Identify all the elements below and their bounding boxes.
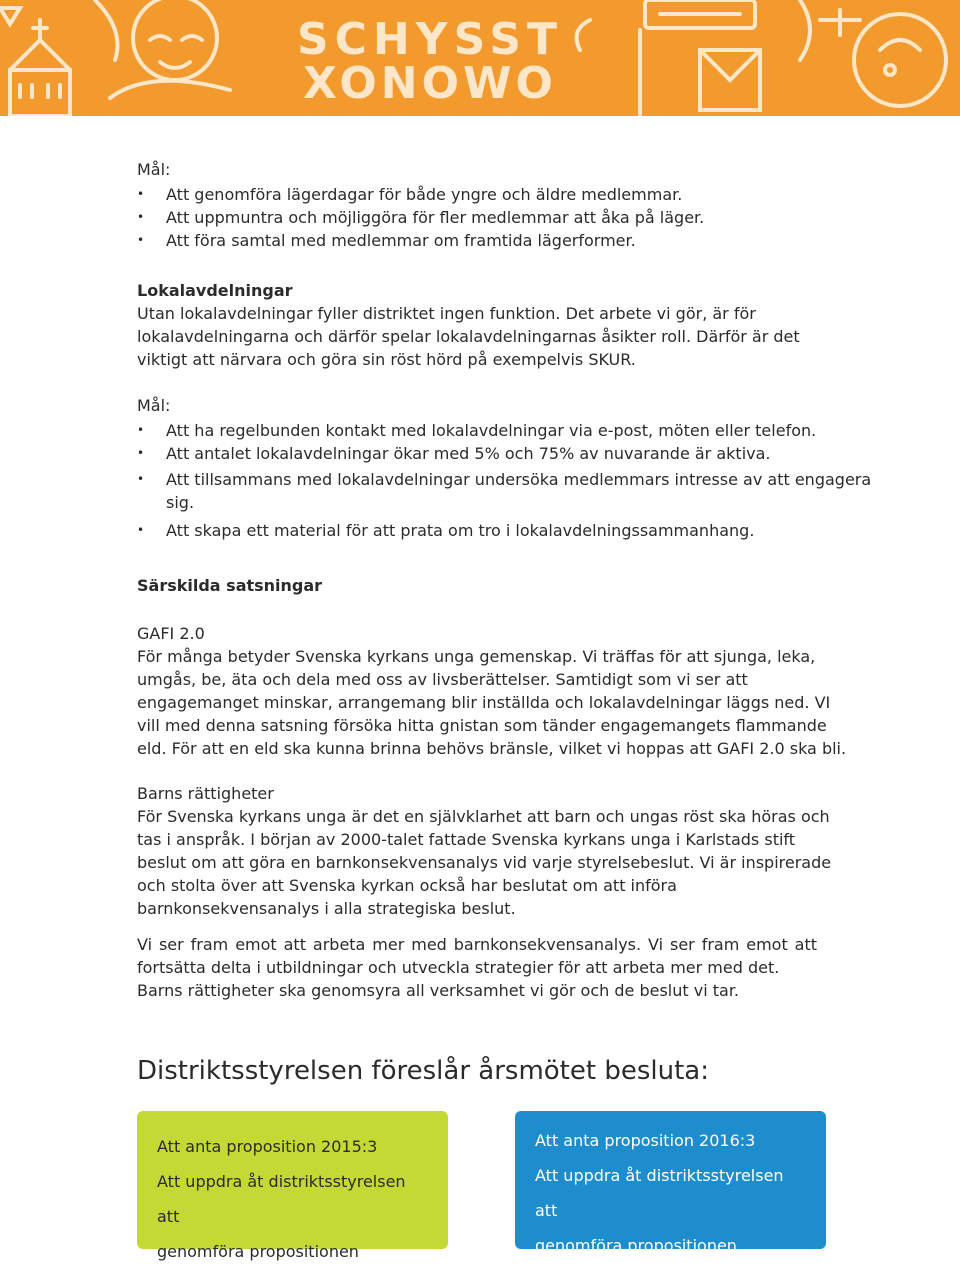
- list-item: • Att tillsammans med lokalavdelningar undersöka medlemmars intresse av att engagera sig.: [137, 468, 897, 514]
- goals-label: Mål:: [137, 160, 171, 179]
- decision-section: [137, 1055, 897, 1087]
- section-heading: Lokalavdelningar: [137, 281, 293, 300]
- logo-wordmark-bottom: XONOWO: [303, 58, 557, 109]
- list-item: • Att uppmuntra och möjliggöra för fler medlemmar att åka på läger.: [137, 206, 877, 229]
- header-banner: [0, 0, 960, 116]
- card-line: Att anta proposition 2016:3: [535, 1131, 756, 1150]
- list-item: • Att föra samtal med medlemmar om framtida lägerformer.: [137, 229, 877, 252]
- section-heading: Särskilda satsningar: [137, 576, 323, 595]
- goals-label: Mål:: [137, 396, 171, 415]
- goals-section-1: [137, 158, 877, 252]
- card-line: genomföra propositionen: [157, 1242, 359, 1261]
- logo-wordmark-top: SCHYSST: [296, 14, 564, 65]
- goals-list: [137, 183, 877, 252]
- list-item: • Att ha regelbunden kontakt med lokalavdelningar via e-post, möten eller telefon.: [137, 419, 897, 442]
- gafi-section: [137, 622, 849, 760]
- decision-heading: Distriktsstyrelsen föreslår årsmötet besluta:: [137, 1056, 709, 1086]
- card-line: Att uppdra åt distriktsstyrelsen att: [535, 1166, 784, 1220]
- gafi-paragraph: För många betyder Svenska kyrkans unga gemenskap. Vi träffas för att sjunga, leka, umgås, be, äta och dela med oss av livsberättelser. Samtidigt som vi ser att engagemanget minskar, arrangemang blir inställda och lokalavdelningar läggs ned. VI vill med denna satsning försöka hitta gnistan som tänder engagemangets flammande eld. För att en eld ska kunna brinna behövs bränsle, vilket vi hoppas att GAFI 2.0 ska bli.: [137, 647, 847, 758]
- local-section: [137, 279, 837, 371]
- goals-list: [137, 419, 897, 542]
- rights-section: [137, 782, 849, 920]
- card-line: Att anta proposition 2015:3: [157, 1137, 378, 1156]
- gafi-title: GAFI 2.0: [137, 624, 205, 643]
- card-line: Att uppdra åt distriktsstyrelsen att: [157, 1172, 406, 1226]
- card-line: genomföra propositionen: [535, 1236, 737, 1255]
- section-paragraph: Utan lokalavdelningar fyller distriktet ingen funktion. Det arbete vi gör, är för lokalavdelningarna och därför spelar lokalavdelningarnas åsikter roll. Därför är det viktigt att närvara och göra sin röst hörd på exempelvis SKUR.: [137, 304, 800, 369]
- rights-title: Barns rättigheter: [137, 784, 274, 803]
- proposal-card-green: [137, 1111, 448, 1261]
- list-item: • Att skapa ett material för att prata om tro i lokalavdelningssammanhang.: [137, 519, 897, 542]
- closing-paragraph-2: Barns rättigheter ska genomsyra all verksamhet vi gör och de beslut vi tar.: [137, 981, 740, 1000]
- proposal-card-blue: [515, 1111, 826, 1255]
- closing-section: [137, 933, 817, 1002]
- special-section: [137, 574, 857, 597]
- closing-paragraph: Vi ser fram emot att arbeta mer med barnkonsekvensanalys. Vi ser fram emot att fortsätta delta i utbildningar och utveckla strategier för att arbeta mer med det.: [137, 935, 817, 977]
- list-item: • Att antalet lokalavdelningar ökar med 5% och 75% av nuvarande är aktiva.: [137, 442, 897, 465]
- goals-section-2: [137, 394, 897, 542]
- list-item: • Att genomföra lägerdagar för både yngre och äldre medlemmar.: [137, 183, 877, 206]
- rights-paragraph: För Svenska kyrkans unga är det en självklarhet att barn och ungas röst ska höras och tas i anspråk. I början av 2000-talet fattade Svenska kyrkans unga i Karlstads stift beslut om att göra en barnkonsekvensanalys vid varje styrelsebeslut. Vi är inspirerade och stolta över att Svenska kyrkan också har beslutat om att införa barnkonsekvensanalys i alla strategiska beslut.: [137, 807, 832, 918]
